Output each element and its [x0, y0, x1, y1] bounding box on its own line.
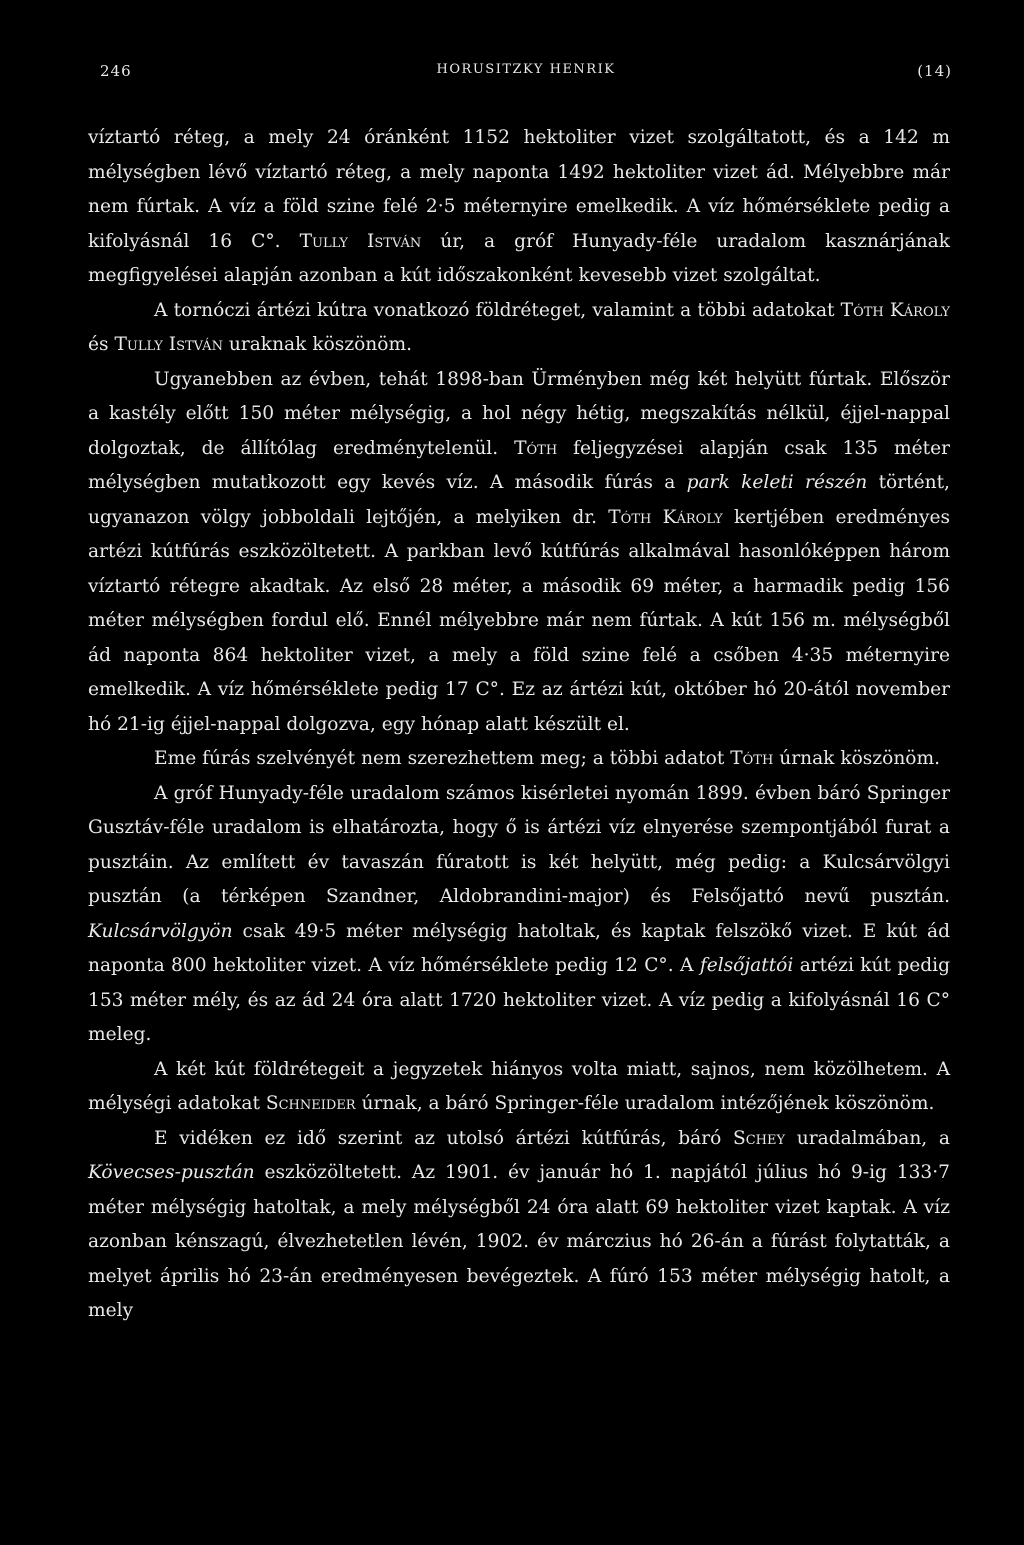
- text-run: A két kút földrétegeit a jegyzetek hiányos volta miatt, sajnos, nem közölhetem. A mélységi adatokat: [88, 1058, 950, 1114]
- text-run: úrnak köszönöm.: [773, 748, 941, 769]
- paragraph: [88, 777, 950, 1053]
- small-caps-name: Schneider: [265, 1093, 356, 1114]
- text-run: víztartó réteg, a mely 24 óránként 1152 hektoliter vizet szolgáltatott, és a 142 m mélységben lévő víztartó réteg, a mely naponta 1492 hektoliter vizet ád. Mélyebbre már nem fúrtak. A víz a föld szine felé 2·5 méternyire emelkedik. A víz hőmérséklete pedig a kifolyásnál 16 C°.: [88, 127, 950, 252]
- body-text: [88, 121, 950, 1329]
- text-run: uraknak köszönöm.: [222, 334, 413, 355]
- small-caps-name: Tóth: [730, 748, 774, 769]
- running-title: HORUSITZKY HENRIK: [436, 62, 616, 77]
- paragraph: [88, 363, 950, 743]
- text-run: uradalmában, a: [785, 1127, 950, 1149]
- italic-text: Kulcsárvölgyön: [88, 920, 233, 942]
- paragraph: [88, 1053, 950, 1122]
- text-run: történt, ugyanazon völgy jobboldali lejtőjén, a melyiken dr.: [88, 472, 950, 528]
- small-caps-name: Tóth: [514, 437, 558, 459]
- text-run: A tornóczi ártézi kútra vonatkozó földréteget, valamint a többi adatokat: [154, 299, 841, 321]
- running-header: [100, 62, 952, 92]
- text-run: kertjében eredményes artézi kútfúrás eszközöltetett. A parkban levő kútfúrás alkalmával hasonlóképpen három víztartó rétegre akadtak. Az első 28 méter, a második 69 méter, a harmadik pedig 156 méter mélységben fordul elő. Ennél mélyebbre már nem fúrtak. A kút 156 m. mélységből ád naponta 864 hektoliter vizet, a mely a föld szine felé a csőben 4·35 méternyire emelkedik. A víz hőmérséklete pedig 17 C°. Ez az ártézi kút, október hó 20-ától november hó 21-ig éjjel-nappal dolgozva, egy hónap alatt készült el.: [88, 506, 951, 735]
- small-caps-name: Schey: [732, 1127, 786, 1149]
- text-run: feljegyzései alapján csak 135 méter mélységben mutatkozott egy kevés víz. A második fúrás a: [88, 437, 950, 493]
- section-number: (14): [917, 62, 952, 80]
- italic-text: Kövecses-pusztán: [88, 1162, 255, 1183]
- text-run: A gróf Hunyady-féle uradalom számos kisérletei nyomán 1899. évben báró Springer Gusztáv-féle uradalom is elhatározta, hogy ő is ártézi víz elnyerése szempontjából furat a pusztáin. Az említett év tavaszán fúratott is két helyütt, még pedig: a Kulcsárvölgyi pusztán (a térképen Szandner, Aldobrandini-major) és Felsőjattó nevű pusztán.: [88, 782, 950, 907]
- page-number: 246: [100, 62, 132, 80]
- text-run: csak 49·5 méter mélységig hatoltak, és kaptak felszökő vizet. E kút ád naponta 800 hektoliter vizet. A víz hőmérséklete pedig 12 C°. A: [88, 920, 950, 976]
- paragraph: [88, 294, 950, 363]
- text-run: eszközöltetett. Az 1901. év január hó 1. napjától július hó 9-ig 133·7 méter mélységig hatoltak, a mely mélységből 24 óra alatt 69 hektoliter vizet kaptak. A víz azonban kénszagú, élvezhetetlen lévén, 1902. év márczius hó 26-án a fúrást folytatták, a melyet április hó 23-án eredményesen bevégeztek. A fúró 153 méter mélységig hatolt, a mely: [88, 1162, 950, 1321]
- small-caps-name: Tóth Károly: [608, 506, 723, 528]
- italic-text: park keleti részén: [686, 472, 868, 493]
- small-caps-name: Tully István: [299, 230, 422, 252]
- text-run: E vidéken ez idő szerint az utolsó ártézi kútfúrás, báró: [154, 1127, 733, 1149]
- paragraph: [88, 1122, 950, 1329]
- text-run: Eme fúrás szelvényét nem szerezhettem meg; a többi adatot: [154, 748, 731, 769]
- small-caps-name: Tóth Károly: [840, 299, 950, 321]
- italic-text: felsőjattói: [699, 955, 794, 976]
- paragraph: [88, 121, 950, 294]
- text-run: és: [88, 334, 115, 355]
- text-run: úrnak, a báró Springer-féle uradalom intézőjének köszönöm.: [355, 1093, 935, 1114]
- text-run: artézi kút pedig 153 méter mély, és az ád 24 óra alatt 1720 hektoliter vizet. A víz pedig a kifolyásnál 16 C° meleg.: [88, 955, 950, 1045]
- small-caps-name: Tully István: [114, 334, 223, 355]
- text-run: úr, a gróf Hunyady-féle uradalom kasznárjának megfigyelései alapján azonban a kút időszakonként kevesebb vizet szolgáltat.: [88, 230, 950, 286]
- text-run: Ugyanebben az évben, tehát 1898-ban Ürményben még két helyütt fúrtak. Először a kastély előtt 150 méter mélységig, a hol négy hétig, megszakítás nélkül, éjjel-nappal dolgoztak, de állítólag eredménytelenül.: [88, 368, 950, 459]
- paragraph: [88, 742, 950, 777]
